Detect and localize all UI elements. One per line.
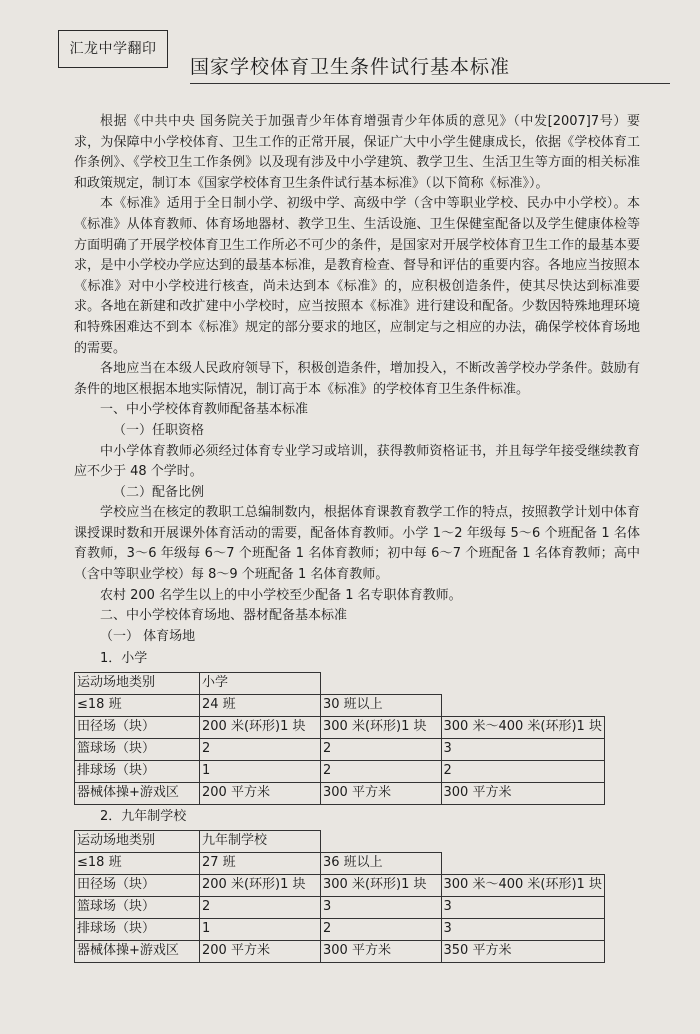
section1-heading: 一、中小学校体育教师配备基本标准 [100, 402, 309, 418]
table-cell: 350 平方米 [441, 940, 604, 962]
table-cell: 300 平方米 [321, 783, 442, 805]
table-cell: 36 班以上 [321, 852, 442, 874]
table-row [75, 896, 605, 918]
section1-sub1-heading: （一）任职资格 [113, 422, 205, 438]
table-row [75, 739, 605, 761]
table-cell: 九年制学校 [200, 830, 321, 852]
table-cell: 排球场（块） [75, 918, 200, 940]
table-cell: 3 [441, 739, 604, 761]
table-cell: 1 [200, 918, 321, 940]
table-cell: 器械体操+游戏区 [75, 940, 200, 962]
document-body [74, 112, 640, 963]
table-cell: 300 米(环形)1 块 [321, 717, 442, 739]
nine-year-label: 2．九年制学校 [100, 809, 187, 825]
table-cell: 2 [321, 918, 442, 940]
table-cell: 3 [441, 896, 604, 918]
stamp-label: 汇龙中学翻印 [58, 30, 168, 68]
table-row [75, 940, 605, 962]
table-cell: 2 [441, 761, 604, 783]
table-cell: ≤18 班 [75, 695, 200, 717]
table-cell: 200 米(环形)1 块 [200, 874, 321, 896]
table-cell: 300 米(环形)1 块 [321, 874, 442, 896]
table-row [75, 783, 605, 805]
table-cell: 3 [441, 918, 604, 940]
section1-sub2-text1: 学校应当在核定的教职工总编制数内，根据体育课教育教学工作的特点，按照教学计划中体育课授课时数和开展课外体育活动的需要，配备体育教师。小学 1～2 年级每 5～6 个班配备 1 名体育教师，3～6 年级每 6～7 个班配备 1 名体育教师；初中每 6～7 个班配备 1 名体育教师；高中（含中等职业学校）每 8～9 个班配备 1 名体育教师。 [74, 505, 640, 583]
table-cell: 24 班 [200, 695, 321, 717]
paragraph-intro: 根据《中共中央 国务院关于加强青少年体育增强青少年体质的意见》（中发[2007]7号）要求，为保障中小学校体育、卫生工作的正常开展，保证广大中小学生健康成长，依据《学校体育工作条例》、《学校卫生工作条例》以及现有涉及中小学建筑、教学卫生、生活卫生等方面的相关标准和政策规定，制订本《国家学校体育卫生条件试行基本标准》（以下简称《标准》）。 [74, 114, 640, 191]
table-cell: 运动场地类别 [75, 673, 200, 695]
table-cell: 300 平方米 [321, 940, 442, 962]
table-cell: 1 [200, 761, 321, 783]
table-cell: 2 [200, 739, 321, 761]
section1-sub2-text2: 农村 200 名学生以上的中小学校至少配备 1 名专职体育教师。 [100, 587, 462, 603]
section1-sub2-heading: （二）配备比例 [113, 484, 205, 500]
table-cell: 篮球场（块） [75, 739, 200, 761]
table-cell: 2 [200, 896, 321, 918]
paragraph-encourage: 各地应当在本级人民政府领导下，积极创造条件，增加投入，不断改善学校办学条件。鼓励有条件的地区根据本地实际情况，制订高于本《标准》的学校体育卫生条件标准。 [74, 361, 640, 397]
nine-year-table [74, 830, 605, 963]
table-cell: 200 平方米 [200, 783, 321, 805]
table-cell: 排球场（块） [75, 761, 200, 783]
table-cell: 2 [321, 739, 442, 761]
paragraph-scope: 本《标准》适用于全日制小学、初级中学、高级中学（含中等职业学校、民办中小学校）。本《标准》从体育教师、体育场地器材、教学卫生、生活设施、卫生保健室配备以及学生健康体检等方面明确了开展学校体育卫生工作所必不可少的条件，是国家对开展学校体育卫生工作的最基本要求，是中小学校办学应达到的最基本标准，是教育检查、督导和评估的重要内容。各地应当按照本《标准》对中小学校进行核查，尚未达到本《标准》的，应积极创造条件，使其尽快达到标准要求。各地在新建和改扩建中小学校时，应当按照本《标准》进行建设和配备。少数因特殊地理环境和特殊困难达不到本《标准》规定的部分要求的地区，应制定与之相应的办法，确保学校体育场地的需要。 [74, 196, 640, 356]
table-cell: 器械体操+游戏区 [75, 783, 200, 805]
table-row [75, 918, 605, 940]
section2-heading: 二、中小学校体育场地、器材配备基本标准 [100, 608, 348, 624]
primary-label: 1．小学 [100, 651, 148, 667]
table-cell: ≤18 班 [75, 852, 200, 874]
table-cell: 300 平方米 [441, 783, 604, 805]
table-row [75, 717, 605, 739]
table-row [75, 695, 605, 717]
table-row [75, 852, 605, 874]
table-cell: 篮球场（块） [75, 896, 200, 918]
table-cell: 运动场地类别 [75, 830, 200, 852]
section2-sub1-heading: （一） 体育场地 [100, 628, 196, 644]
table-cell: 小学 [200, 673, 321, 695]
document-title: 国家学校体育卫生条件试行基本标准 [190, 52, 670, 84]
table-row [75, 874, 605, 896]
table-row [75, 761, 605, 783]
primary-table [74, 672, 605, 805]
table-cell: 200 米(环形)1 块 [200, 717, 321, 739]
table-cell: 30 班以上 [321, 695, 442, 717]
table-cell: 300 米～400 米(环形)1 块 [441, 717, 604, 739]
table-cell: 田径场（块） [75, 717, 200, 739]
table-cell: 2 [321, 761, 442, 783]
table-row [75, 673, 605, 695]
section1-sub1-text: 中小学体育教师必须经过体育专业学习或培训，获得教师资格证书，并且每学年接受继续教育应不少于 48 个学时。 [74, 443, 640, 480]
table-cell: 3 [321, 896, 442, 918]
table-cell: 田径场（块） [75, 874, 200, 896]
table-cell: 300 米～400 米(环形)1 块 [441, 874, 604, 896]
table-cell: 200 平方米 [200, 940, 321, 962]
table-cell: 27 班 [200, 852, 321, 874]
table-row [75, 830, 605, 852]
